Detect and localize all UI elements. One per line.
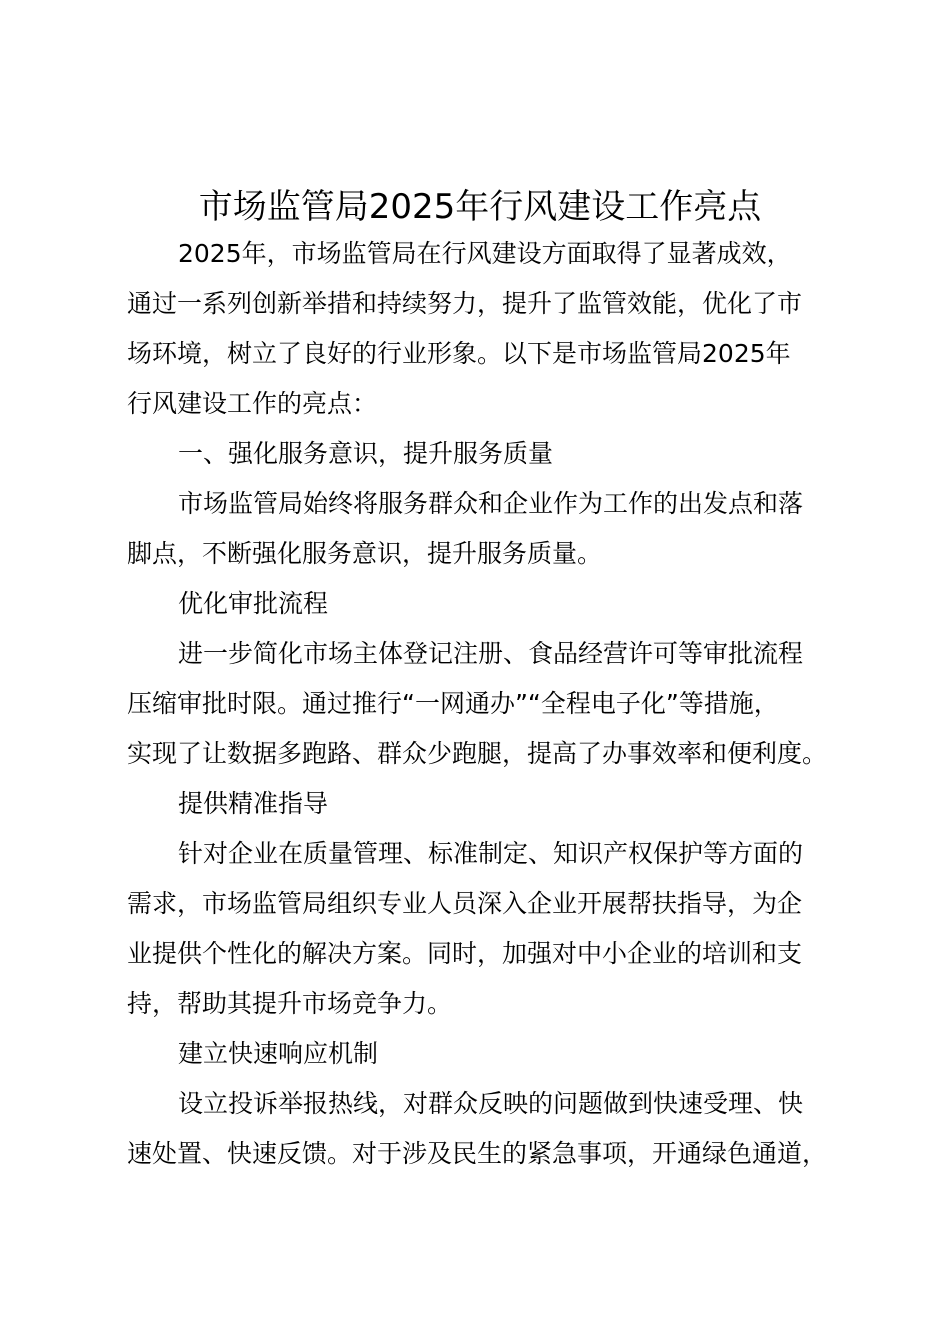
section-heading-1: 一、强化服务意识，提升服务质量 (178, 439, 554, 468)
approval-para-line-2: 压缩审批时限。通过推行“一网通办”“全程电子化”等措施， (127, 689, 779, 718)
section-1-para-line-1: 市场监管局始终将服务群众和企业作为工作的出发点和落 (178, 489, 804, 518)
response-para-line-1: 设立投诉举报热线，对群众反映的问题做到快速受理、快 (178, 1089, 804, 1118)
guidance-para-line-4: 持，帮助其提升市场竞争力。 (127, 989, 453, 1018)
subheading-precise-guidance: 提供精准指导 (178, 789, 329, 818)
intro-line-2: 通过一系列创新举措和持续努力，提升了监管效能，优化了市 (127, 289, 803, 318)
approval-para-line-1: 进一步简化市场主体登记注册、食品经营许可等审批流程 (178, 639, 804, 668)
intro-line-3: 场环境，树立了良好的行业形象。以下是市场监管局2025年 (127, 339, 791, 368)
intro-line-1: 2025年，市场监管局在行风建设方面取得了显著成效， (178, 239, 792, 268)
document-title: 市场监管局2025年行风建设工作亮点 (198, 187, 762, 227)
intro-line-4: 行风建设工作的亮点： (127, 389, 378, 418)
subheading-rapid-response: 建立快速响应机制 (178, 1039, 379, 1068)
approval-para-line-3: 实现了让数据多跑路、群众少跑腿，提高了办事效率和便利度。 (127, 739, 828, 768)
subheading-approval-process: 优化审批流程 (178, 589, 329, 618)
response-para-line-2: 速处置、快速反馈。对于涉及民生的紧急事项，开通绿色通道， (127, 1139, 828, 1168)
guidance-para-line-1: 针对企业在质量管理、标准制定、知识产权保护等方面的 (178, 839, 804, 868)
guidance-para-line-3: 业提供个性化的解决方案。同时，加强对中小企业的培训和支 (127, 939, 803, 968)
guidance-para-line-2: 需求，市场监管局组织专业人员深入企业开展帮扶指导，为企 (127, 889, 803, 918)
section-1-para-line-2: 脚点，不断强化服务意识，提升服务质量。 (127, 539, 603, 568)
